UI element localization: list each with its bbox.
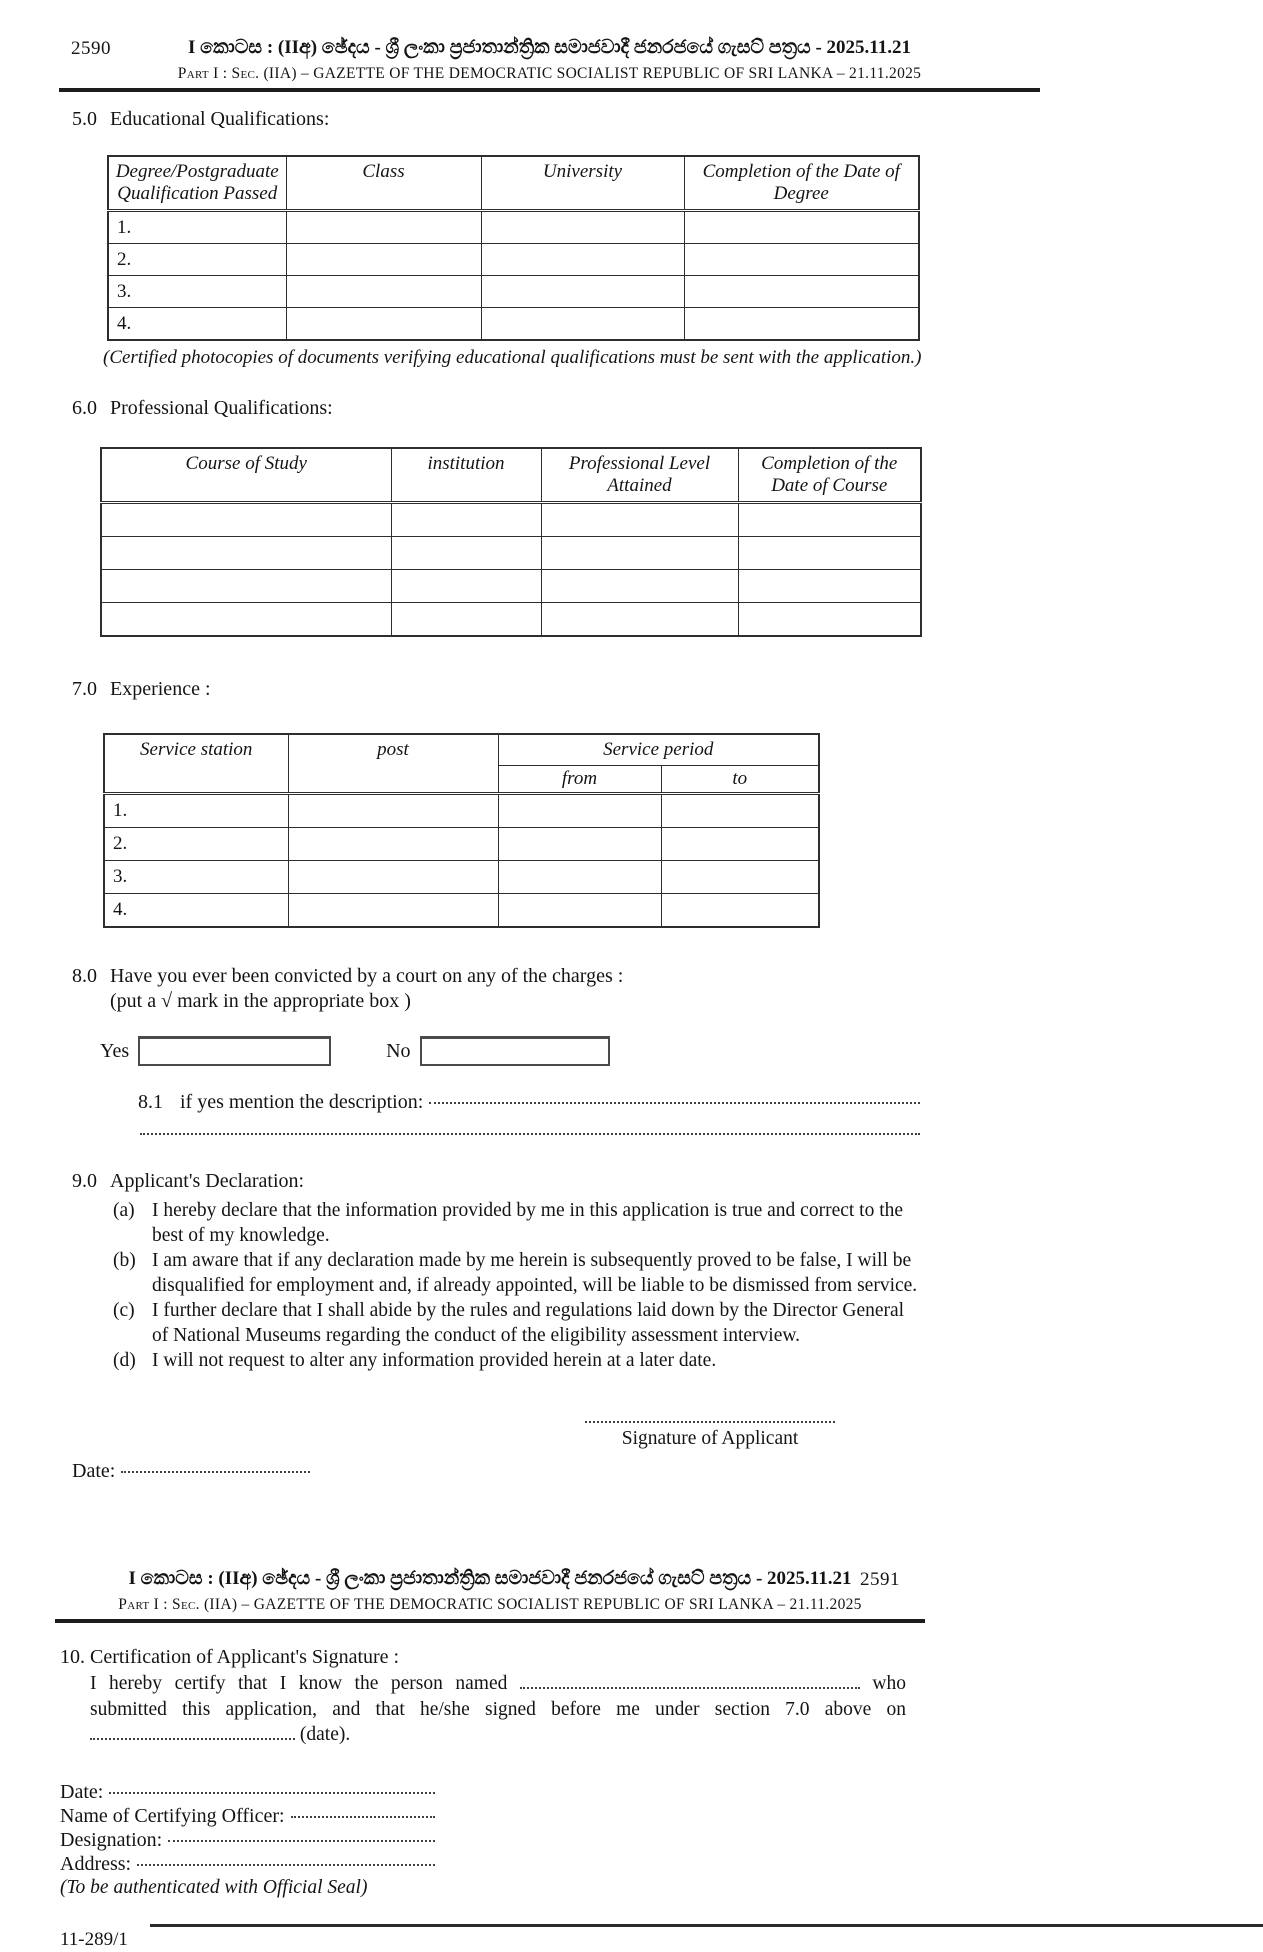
section-number: 9.0 [72,1170,97,1192]
signature-caption: Signature of Applicant [621,1428,799,1449]
sub-section-number: 8.1 [138,1091,163,1113]
section-10-heading [60,1645,1263,1669]
page1-header [59,36,1040,92]
educational-qualifications-table [107,155,920,341]
table-row [101,603,921,637]
empty-cell[interactable] [481,308,684,341]
empty-cell[interactable] [391,603,541,637]
header-cell-degree: Degree/Postgraduate Qualification Passed [108,156,286,211]
header-cell-completion-date: Completion of the Date of Course [738,448,921,503]
gazette-page [0,36,1263,1950]
sub-question-label: if yes mention the description: [180,1091,424,1113]
empty-cell[interactable] [288,828,498,861]
yes-checkbox[interactable] [138,1036,331,1066]
empty-cell[interactable] [288,794,498,828]
experience-table [103,733,820,928]
section-number: 6.0 [72,397,97,419]
empty-cell[interactable] [101,570,391,603]
cert-designation-field [60,1828,435,1852]
row-number-cell: 1. [108,211,286,244]
sub-question-8-1 [138,1090,920,1115]
certified-photocopies-note: (Certified photocopies of documents verifying educational qualifications must be sent with the application.) [103,347,922,368]
empty-cell[interactable] [541,570,738,603]
row-number-cell: 4. [104,894,288,928]
empty-cell[interactable] [481,211,684,244]
empty-cell[interactable] [661,794,819,828]
row-number-cell: 3. [108,276,286,308]
cert-officer-name-field [60,1804,435,1828]
row-number-cell: 3. [104,861,288,894]
table-row [104,828,819,861]
header-cell-post: post [288,734,498,794]
conviction-question [72,964,1263,989]
empty-cell[interactable] [661,828,819,861]
header-cell-to: to [661,766,819,794]
empty-cell[interactable] [286,308,481,341]
field-label: Name of Certifying Officer: [60,1804,285,1827]
header-rule [55,1619,925,1623]
empty-cell[interactable] [684,308,919,341]
declaration-item-b [113,1248,925,1298]
table-row [108,211,919,244]
table-row [108,308,919,341]
field-label: Date: [60,1780,104,1803]
description-dotted-line-1[interactable] [429,1101,920,1104]
table-row [101,537,921,570]
declaration-item-a [113,1198,925,1248]
empty-cell[interactable] [391,503,541,537]
section-number: 5.0 [72,108,97,130]
description-dotted-line-2[interactable] [140,1121,920,1135]
table-row [104,794,819,828]
empty-cell[interactable] [288,861,498,894]
item-text: I hereby declare that the information provided by me in this application is true and correct to the best of my knowledge. [152,1200,904,1246]
header-cell-service-period: Service period [498,734,819,766]
table-row [108,244,919,276]
declaration-item-c [113,1298,925,1348]
item-text: I am aware that if any declaration made by me herein is subsequently proved to be false, I will be disqualified for employment and, if already appointed, will be liable to be dismissed from service. [152,1250,918,1296]
yes-label: Yes [100,1039,130,1062]
question-text: Have you ever been convicted by a court on any of the charges : [110,965,624,987]
field-dotted-line[interactable] [137,1863,435,1866]
empty-cell[interactable] [541,603,738,637]
item-label: (c) [113,1300,135,1321]
empty-cell[interactable] [661,894,819,928]
empty-cell[interactable] [661,861,819,894]
empty-cell[interactable] [498,861,661,894]
section-title: Professional Qualifications: [110,397,333,419]
section-7-heading [72,677,1263,701]
certifying-officer-fields [60,1780,1263,1876]
section-9-heading [72,1169,1263,1193]
empty-cell[interactable] [684,244,919,276]
certification-text-1: I hereby certify that I know the person named [90,1673,508,1694]
no-label: No [386,1039,411,1062]
empty-cell[interactable] [684,211,919,244]
item-label: (d) [113,1350,136,1371]
page-bottom-rule [150,1924,1263,1927]
section-5-heading [72,107,1263,131]
empty-cell[interactable] [288,894,498,928]
empty-cell[interactable] [101,537,391,570]
page2-number: 2591 [860,1569,900,1590]
table-row [104,861,819,894]
empty-cell[interactable] [684,276,919,308]
certification-body [90,1671,906,1748]
no-checkbox[interactable] [420,1036,610,1066]
date-dotted-line[interactable] [121,1470,310,1473]
section-title: Applicant's Declaration: [110,1170,305,1192]
professional-qualifications-table [100,447,922,637]
empty-cell[interactable] [391,570,541,603]
row-number-cell: 4. [108,308,286,341]
cert-address-field [60,1852,435,1876]
empty-cell[interactable] [541,503,738,537]
signature-dotted-line[interactable] [585,1411,835,1423]
empty-cell[interactable] [738,503,921,537]
field-label: Designation: [60,1828,163,1851]
notice-number: 11-289/1 [60,1928,128,1950]
certification-text-3: (date). [299,1724,351,1745]
header-cell-from: from [498,766,661,794]
row-number-cell: 2. [104,828,288,861]
section-number: 10. [60,1646,85,1668]
header-cell-class: Class [286,156,481,211]
empty-cell[interactable] [498,828,661,861]
declaration-items [0,1198,1263,1373]
header-english-line: Part I : Sec. (IIA) – GAZETTE OF THE DEMOCRATIC SOCIALIST REPUBLIC OF SRI LANKA – 21.11.2025 [177,65,922,82]
item-label: (a) [113,1200,135,1221]
section-title: Experience : [110,678,211,700]
empty-cell[interactable] [498,894,661,928]
section-title: Educational Qualifications: [110,108,330,130]
field-dotted-line[interactable] [291,1815,435,1818]
empty-cell[interactable] [738,603,921,637]
field-label: Address: [60,1852,132,1875]
empty-cell[interactable] [481,244,684,276]
section-number: 7.0 [72,678,97,700]
item-label: (b) [113,1250,136,1271]
cert-date-field [60,1780,435,1804]
field-dotted-line[interactable] [109,1791,435,1794]
empty-cell[interactable] [481,276,684,308]
empty-cell[interactable] [391,537,541,570]
yes-no-row [100,1036,1263,1066]
row-number-cell: 2. [108,244,286,276]
table-row [101,503,921,537]
item-text: I will not request to alter any information provided herein at a later date. [152,1350,717,1371]
date-label: Date: [72,1460,116,1482]
header-cell-professional-level: Professional Level Attained [541,448,738,503]
empty-cell[interactable] [101,603,391,637]
applicant-signature-block [585,1411,835,1451]
section-6-heading [72,396,1263,420]
field-dotted-line[interactable] [168,1839,435,1842]
header-sinhala-line: I කොටස : (IIඅ) ඡේදය - ශ්‍රී ලංකා ප්‍රජාතාන්ත්‍රික සමාජවාදී ජනරජයේ ගැසට් පත්‍රය - 2025.11.21 [187,37,911,58]
table-row [101,570,921,603]
section-title: Certification of Applicant's Signature : [90,1646,400,1668]
empty-cell[interactable] [738,537,921,570]
empty-cell[interactable] [101,503,391,537]
row-number-cell: 1. [104,794,288,828]
header-english-line: Part I : Sec. (IIA) – GAZETTE OF THE DEMOCRATIC SOCIALIST REPUBLIC OF SRI LANKA – 21.11.2025 [118,1596,862,1613]
page2-header [55,1567,925,1623]
official-seal-note: (To be authenticated with Official Seal) [60,1876,368,1898]
tick-instruction: (put a √ mark in the appropriate box ) [110,990,411,1012]
empty-cell[interactable] [286,211,481,244]
item-text: I further declare that I shall abide by the rules and regulations laid down by the Director General of National Museums regarding the conduct of the eligibility assessment interview. [152,1300,905,1346]
header-cell-completion-date: Completion of the Date of Degree [684,156,919,211]
header-rule [59,88,1040,92]
empty-cell[interactable] [541,537,738,570]
applicant-date-field [72,1459,310,1483]
header-cell-university: University [481,156,684,211]
empty-cell[interactable] [286,276,481,308]
header-cell-institution: institution [391,448,541,503]
section-number: 8.0 [72,965,97,987]
page1-number: 2590 [71,38,111,59]
table-row [108,276,919,308]
empty-cell[interactable] [286,244,481,276]
signed-date-blank[interactable] [90,1734,295,1740]
header-sinhala-line: I කොටස : (IIඅ) ඡේදය - ශ්‍රී ලංකා ප්‍රජාතාන්ත්‍රික සමාජවාදී ජනරජයේ ගැසට් පත්‍රය - 2025.11.21 [128,1568,852,1589]
certification-text-2: who submitted this application, and that he/she signed before me under section 7.0 above on [90,1673,906,1720]
section-8-conviction [0,964,1263,1135]
table-row [104,894,819,928]
person-name-blank[interactable] [520,1683,860,1689]
header-cell-service-station: Service station [104,734,288,794]
empty-cell[interactable] [498,794,661,828]
declaration-item-d [113,1348,925,1373]
header-cell-course: Course of Study [101,448,391,503]
empty-cell[interactable] [738,570,921,603]
